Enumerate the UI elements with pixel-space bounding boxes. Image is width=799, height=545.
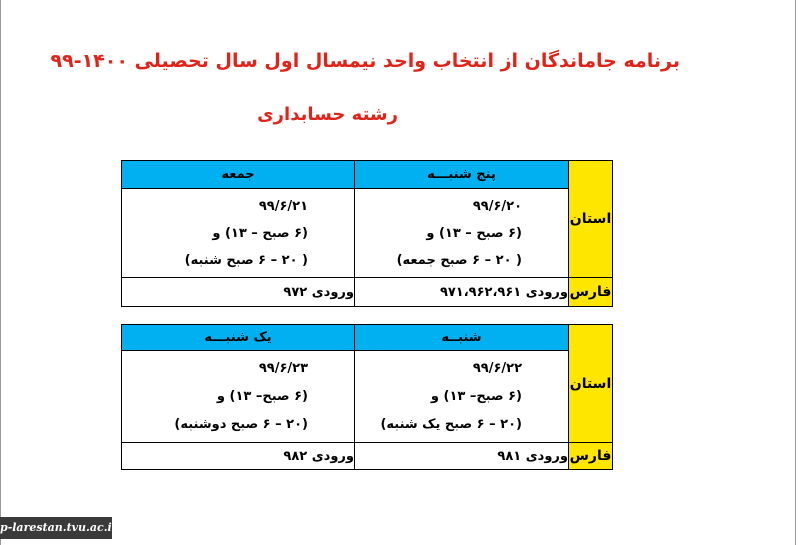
page-border-left — [0, 0, 1, 545]
day-header: یک شنبـــه — [122, 325, 355, 351]
page-subtitle: رشته حسابداری — [257, 104, 398, 125]
schedule-time-2: ( ۲۰ – ۶ صبح جمعه) — [396, 252, 522, 268]
province-label: استان — [569, 325, 613, 443]
entry-cohort: ورودی ۹۷۱،۹۶۲،۹۶۱ — [355, 278, 569, 307]
entry-cohort: ورودی ۹۸۲ — [122, 443, 355, 470]
province-value: فارس — [569, 278, 613, 307]
schedule-table-1 — [121, 160, 613, 307]
entry-cohort: ورودی ۹۸۱ — [355, 443, 569, 470]
province-value: فارس — [569, 443, 613, 470]
day-schedule-cell — [122, 189, 355, 278]
schedule-date: ۹۹/۶/۲۱ — [258, 198, 308, 214]
schedule-table-2 — [121, 324, 613, 470]
day-schedule-cell — [122, 351, 355, 443]
schedule-date: ۹۹/۶/۲۲ — [472, 360, 522, 376]
table-body-row — [122, 351, 613, 443]
table-footer-row — [122, 443, 613, 470]
schedule-time-1: (۶ صبح– ۱۳) و — [216, 388, 308, 404]
day-schedule-cell — [355, 189, 569, 278]
schedule-time-2: (۲۰ – ۶ صبح یک شنبه) — [380, 416, 522, 432]
day-schedule-cell — [355, 351, 569, 443]
schedule-time-1: (۶ صبح – ۱۳) و — [212, 225, 308, 241]
schedule-date: ۹۹/۶/۲۳ — [258, 360, 308, 376]
province-label: استان — [569, 161, 613, 278]
schedule-time-2: ( ۲۰ – ۶ صبح شنبه) — [184, 252, 308, 268]
schedule-time-1: (۶ صبح– ۱۳) و — [430, 388, 522, 404]
schedule-time-1: (۶ صبح – ۱۳) و — [426, 225, 522, 241]
day-header: شنبــه — [355, 325, 569, 351]
table-header-row — [122, 325, 613, 351]
schedule-time-2: (۲۰ – ۶ صبح دوشنبه) — [174, 416, 308, 432]
table-header-row — [122, 161, 613, 189]
schedule-date: ۹۹/۶/۲۰ — [472, 198, 522, 214]
page-border-right — [795, 0, 796, 545]
entry-cohort: ورودی ۹۷۲ — [122, 278, 355, 307]
table-footer-row — [122, 278, 613, 307]
day-header: پنج شنبـــه — [355, 161, 569, 189]
page-title: برنامه جاماندگان از انتخاب واحد نیمسال اول سال تحصیلی ۱۴۰۰-۹۹ — [50, 50, 680, 72]
site-watermark: p-larestan.tvu.ac.ir — [0, 517, 112, 539]
day-header: جمعه — [122, 161, 355, 189]
table-body-row — [122, 189, 613, 278]
